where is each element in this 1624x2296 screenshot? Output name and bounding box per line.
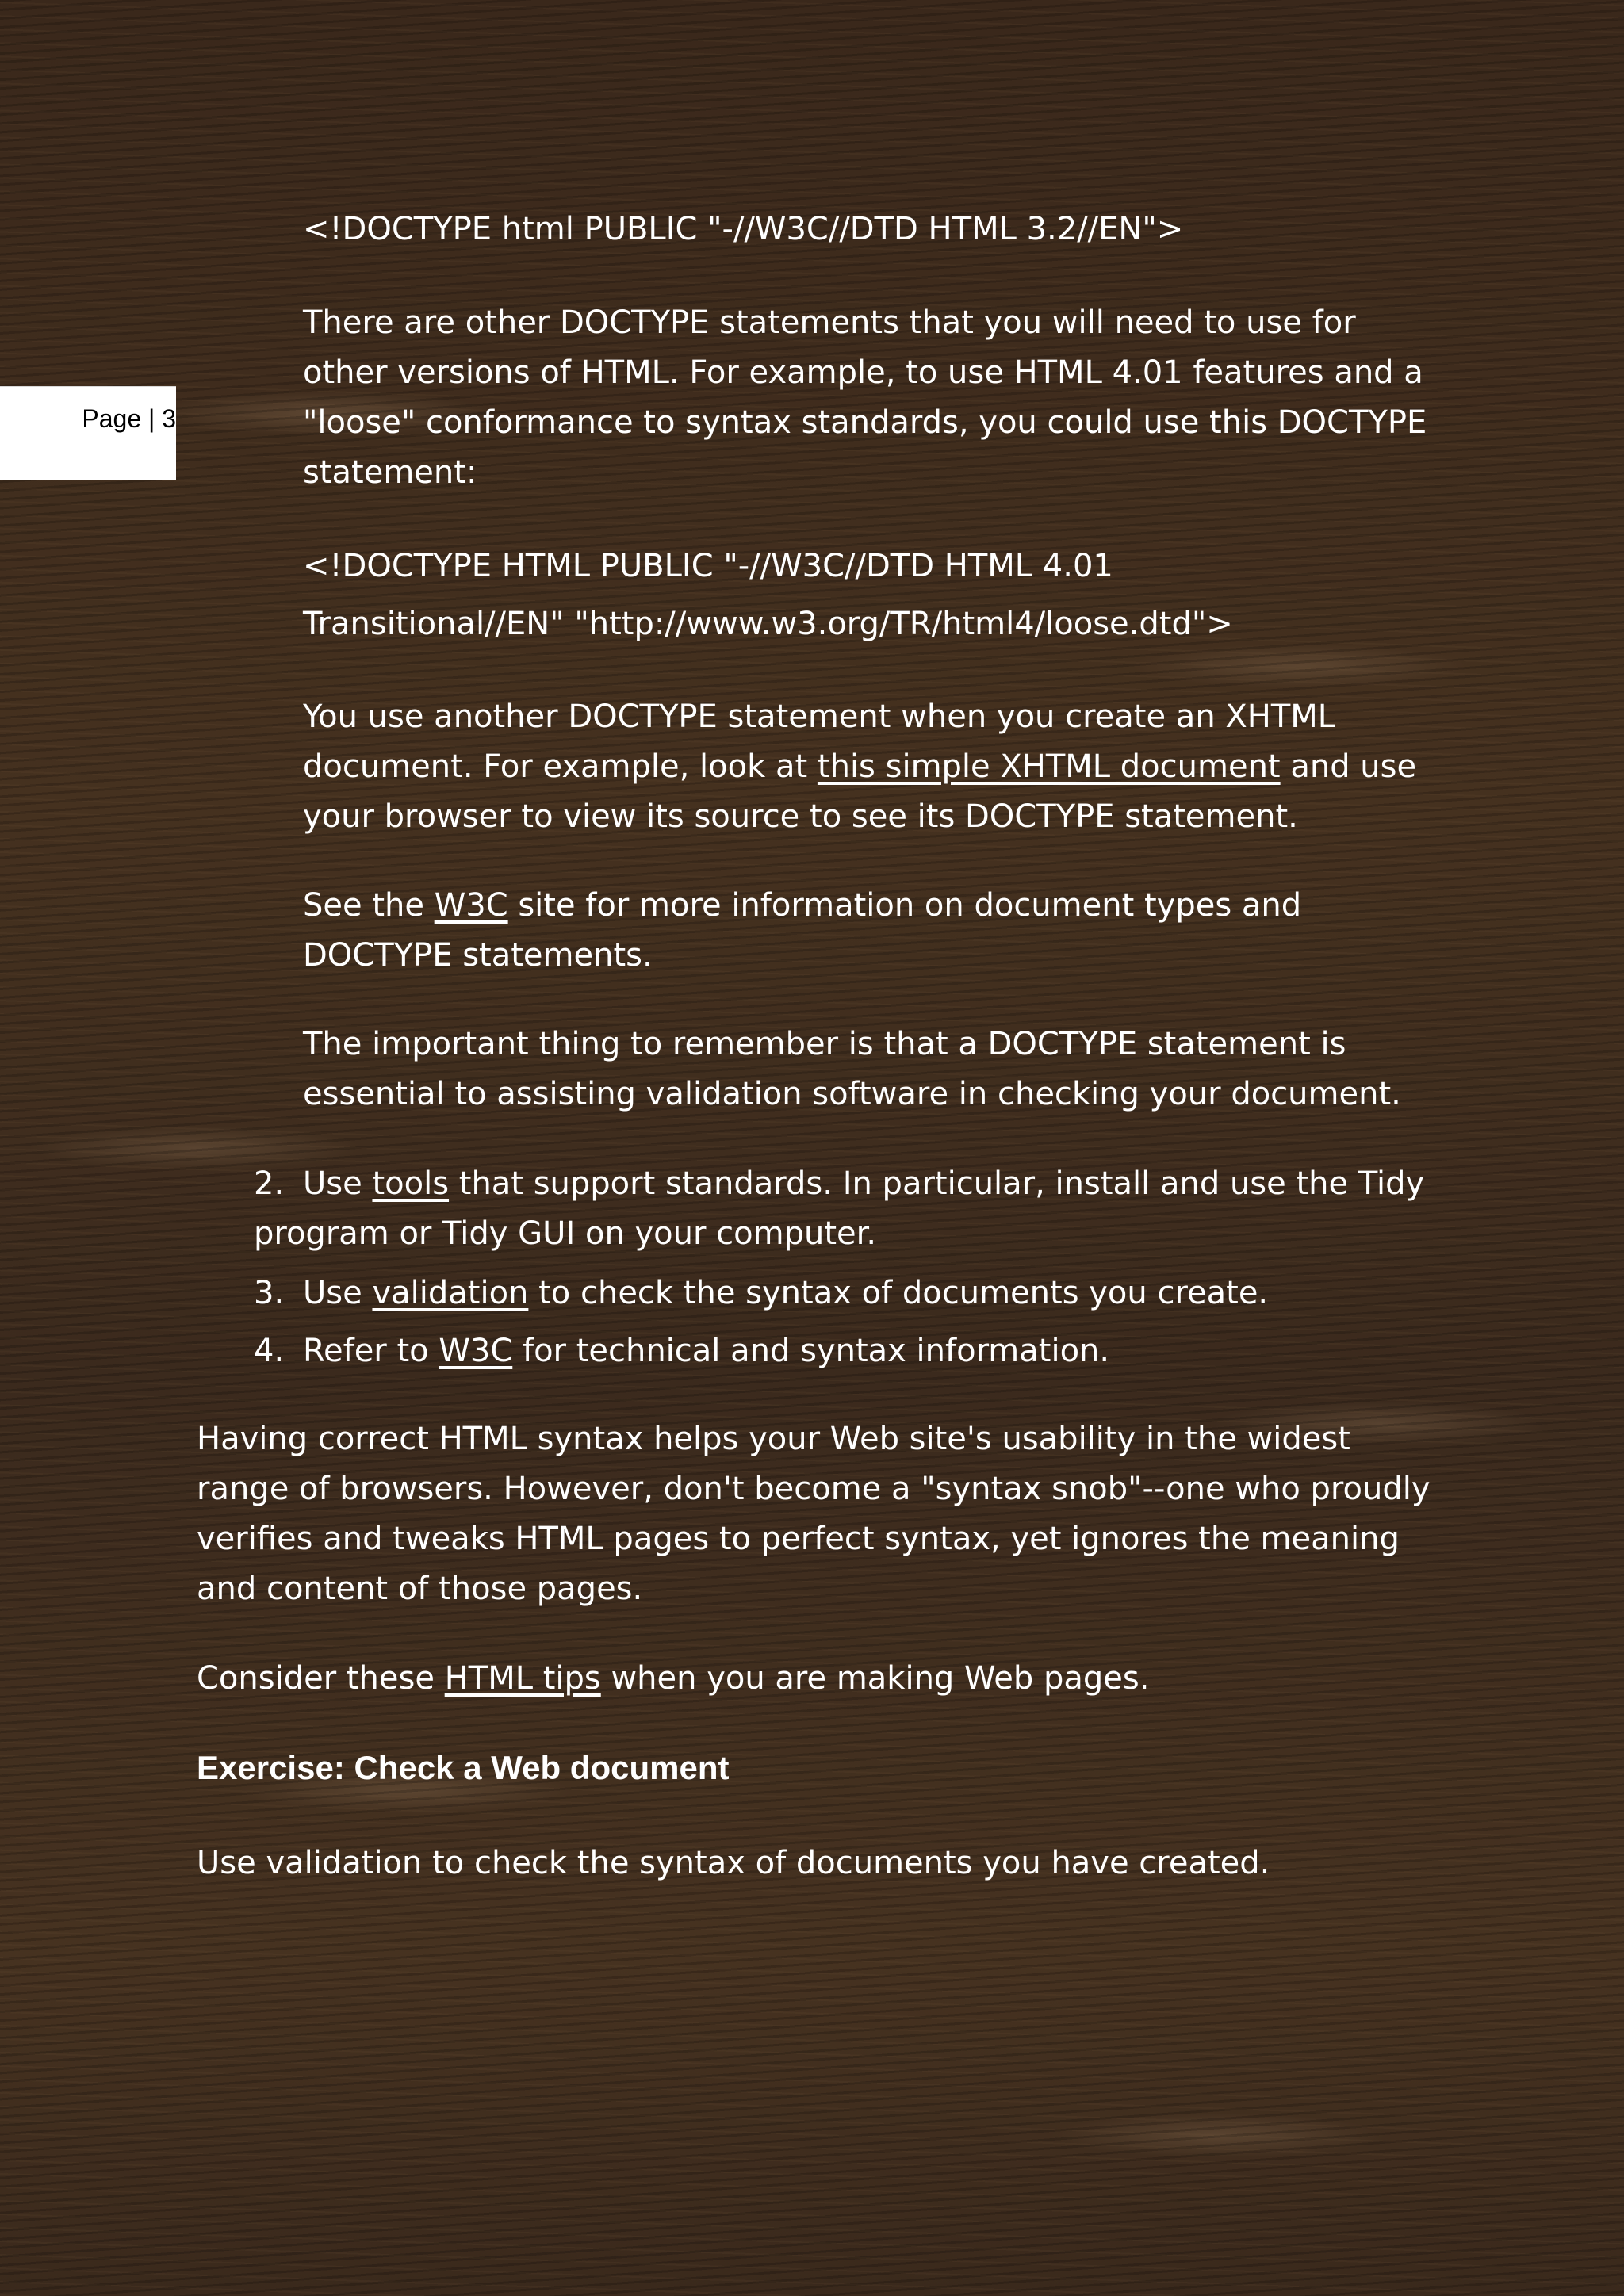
- paragraph-xhtml-text-after: and use your browser to view its source to see its DOCTYPE statement.: [303, 748, 1417, 835]
- paragraph-w3c: [303, 881, 1429, 981]
- list-item-number: 3.: [254, 1275, 285, 1311]
- page-number-tab: [0, 386, 176, 480]
- list-item: [254, 1159, 1443, 1259]
- list-item-text-after: that support standards. In particular, install and use the Tidy program or Tidy GUI on your computer.: [254, 1165, 1425, 1252]
- list-item-number: 2.: [254, 1165, 285, 1202]
- tools-link[interactable]: tools: [372, 1165, 450, 1202]
- html-tips-link[interactable]: HTML tips: [444, 1660, 601, 1697]
- paragraph-other-doctypes: There are other DOCTYPE statements that you will need to use for other versions of HTML. For example, to use HTML 4.01 features and a "loose" conformance to syntax standards, you could use this DOCTYPE statement:: [303, 304, 1427, 491]
- xhtml-document-link[interactable]: this simple XHTML document: [817, 748, 1281, 785]
- paragraph-w3c-text-before: See the: [303, 887, 435, 924]
- exercise-text: Use validation to check the syntax of documents you have created.: [197, 1845, 1270, 1881]
- paragraph-xhtml-text-before: You use another DOCTYPE statement when you create an XHTML document. For example, look at: [303, 698, 1336, 785]
- doctype-html401-line1: <!DOCTYPE HTML PUBLIC "-//W3C//DTD HTML 4.01: [303, 548, 1113, 584]
- list-item-text-before: Use: [303, 1275, 373, 1311]
- w3c-link[interactable]: W3C: [434, 887, 508, 924]
- page-number-label: Page | 3: [82, 404, 176, 433]
- paragraph-tips-text-before: Consider these: [197, 1660, 445, 1697]
- list-item-text-after: to check the syntax of documents you create.: [528, 1275, 1269, 1311]
- paragraph-tips-text-after: when you are making Web pages.: [600, 1660, 1150, 1697]
- list-item-text-before: Use: [303, 1165, 373, 1202]
- validation-link[interactable]: validation: [372, 1275, 529, 1311]
- list-item: [254, 1269, 1443, 1318]
- doctype-html32: <!DOCTYPE html PUBLIC "-//W3C//DTD HTML 3.2//EN">: [303, 211, 1184, 247]
- w3c-technical-link[interactable]: W3C: [439, 1333, 513, 1369]
- doctype-html401: [303, 538, 1429, 653]
- list-item-text-after: for technical and syntax information.: [512, 1333, 1110, 1369]
- list-item-text-before: Refer to: [303, 1333, 439, 1369]
- paragraph-xhtml: [303, 692, 1429, 842]
- paragraph-w3c-text-after: site for more information on document types and DOCTYPE statements.: [303, 887, 1302, 974]
- paragraph-important: The important thing to remember is that a DOCTYPE statement is essential to assisting validation software in checking your document.: [303, 1026, 1401, 1112]
- paragraph-syntax-snob: Having correct HTML syntax helps your Web site's usability in the widest range of browsers. However, don't become a "syntax snob"--one who proudly verifies and tweaks HTML pages to perfect syntax, yet ignores the meaning and content of those pages.: [197, 1421, 1431, 1607]
- list-item-number: 4.: [254, 1333, 285, 1369]
- paragraph-html-tips: [197, 1654, 1434, 1704]
- list-item: [254, 1326, 1443, 1376]
- exercise-heading: Exercise: Check a Web document: [197, 1749, 730, 1786]
- doctype-html401-line2: Transitional//EN" "http://www.w3.org/TR/html4/loose.dtd">: [303, 606, 1233, 642]
